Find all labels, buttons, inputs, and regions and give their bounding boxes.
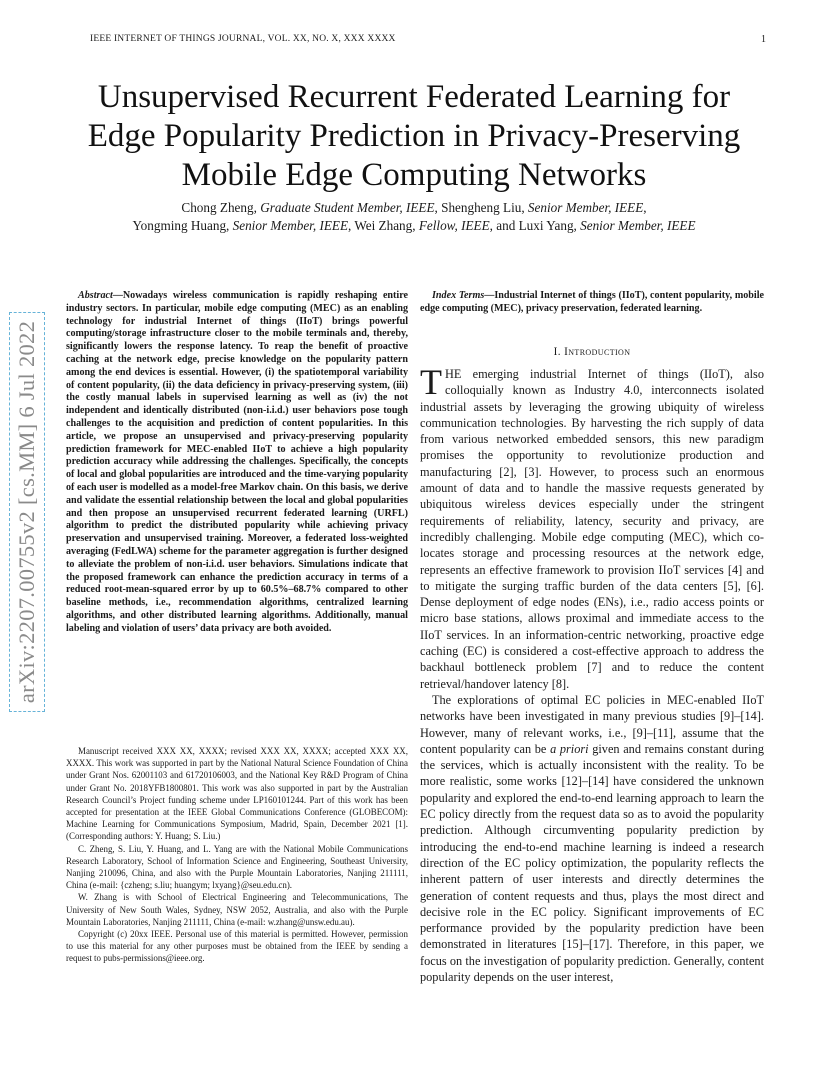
arxiv-stamp (7, 167, 47, 857)
section-heading (420, 346, 764, 358)
author-list: Chong Zheng, Graduate Student Member, IEEE, Shengheng Liu, Senior Member, IEEE, Yongming Huang, Senior Member, IEEE, Wei Zhang, Fellow, IEEE, and Luxi Yang, Senior Member, IEEE (132, 200, 696, 233)
drop-cap: T (420, 362, 442, 402)
paragraph (420, 362, 764, 692)
footnote-copyright: Copyright (c) 20xx IEEE. Personal use of this material is permitted. However, permission to use this material for any other purposes must be obtained from the IEEE by sending a request to pubs-permissions@ieee.org. (66, 929, 408, 964)
author-name: , and Luxi Yang, (489, 218, 581, 233)
italic-phrase: a priori (550, 741, 589, 756)
paragraph-text: given and remains constant during the services, which is actually inconsistent with the reality. To be more realistic, some works [12]–[14] have considered the unknown popularity and explored the end-to-end learning approach to learn the EC policy directly from the request data so as to avoid the popularity prediction. Although circumventing popularity prediction by introducing the end-to-end machine learning is indeed a research direction of the EC policy optimization, the popularity reflects the inherent pattern of user interests and directly determines the generation of content requests and thus, plays the most direct and decisive role in the EC policy. Significant improvements of EC performance provided by the popularity prediction have been demonstrated in literatures [15]–[17]. Therefore, in this paper, we focus on the investigation of popularity prediction. Generally, content popularity depends on the user interest, (420, 741, 764, 984)
abstract (66, 290, 408, 636)
paragraph (420, 692, 764, 985)
footnote-manuscript: Manuscript received XXX XX, XXXX; revised XXX XX, XXXX; accepted XXX XX, XXXX. This work was supported in part by the National Natural Science Foundation of China under Grant Nos. 62001103 and 61720106003, and the National Key R&D Program of China under Grant No. 2018YFB1800801. This work was also supported in part by the Australian Research Council’s Project funding scheme under LP160101244. Part of this work has been accepted for presentation at the IEEE Global Communications Conference (GLOBECOM): Machine Learning for Communications Symposium, Madrid, Spain, December 2021 [1]. (Corresponding authors: Y. Huang; S. Liu.) (66, 746, 408, 842)
section-title: Introduction (564, 346, 631, 358)
author-role: Fellow, IEEE (418, 218, 490, 233)
running-header: IEEE INTERNET OF THINGS JOURNAL, VOL. XX, NO. X, XXX XXXX (90, 34, 396, 44)
author-role: Senior Member, IEEE (580, 218, 696, 233)
abstract-text: —Nowadays wireless communication is rapidly reshaping entire industry sectors. In particular, mobile edge computing (MEC) as an enabling technology for industrial Internet of things (IIoT) brings powerful computing/storage infrastructure closer to the mobile terminals and, thereby, significantly lowers the response latency. To reap the benefit of proactive caching at the network edge, precise knowledge on the popularity pattern among the end devices is essential. However, (i) the spatiotemporal variability of content popularity, (ii) the data deficiency in privacy-preserving system, (iii) the costly manual labels in supervised learning as well as (iv) the not independent and identically distributed (non-i.i.d.) user behaviors pose tough challenges to the acquisition and prediction of content popularities. In this article, we propose an unsupervised and privacy-preserving popularity prediction framework for MEC-enabled IIoT to achieve a high popularity prediction accuracy while addressing the challenges. Specifically, the concepts of local and global popularities are introduced and the time-varying popularity of each user is modelled as a model-free Markov chain. On this basis, we derive and validate the essential relationship between the local and global popularities and then propose an unsupervised recurrent federated learning (URFL) algorithm to predict the distributed popularity while achieving privacy preservation and unsupervised training. Moreover, a federated loss-weighted averaging (FedLWA) scheme for the parameter aggregation is further designed to alleviate the problem of non-i.i.d. user behaviors. Simulations indicate that the proposed framework can enhance the prediction accuracy in terms of a reduced root-mean-squared error by up to 60.5%–68.7% compared to other baseline methods, i.e., recommendation algorithms, centralized learning algorithms, and other distributed learning algorithms. Additionally, manual labeling and violation of users’ data privacy are both avoided. (66, 290, 408, 634)
author-name: , Shengheng Liu, (434, 200, 528, 215)
abstract-label: Abstract (78, 290, 113, 301)
paragraph-text: The explorations of optimal EC policies in MEC-enabled IIoT networks have been investigated in many previous studies [9]–[14]. However, many of relevant works, i.e., [9]–[11], assume that the content popularity can be (420, 692, 764, 756)
author-role: Graduate Student Member, IEEE (260, 200, 435, 215)
author-name: , Wei Zhang, (348, 218, 419, 233)
author-role: Senior Member, IEEE (527, 200, 644, 215)
paper-title: Unsupervised Recurrent Federated Learning for Edge Popularity Prediction in Privacy-Preserving Mobile Edge Computing Networks (87, 79, 741, 193)
author-name: Yongming Huang, (132, 218, 233, 233)
paragraph-text: emerging industrial Internet of things (IIoT), also colloquially known as Industry 4.0, interconnects isolated industrial assets by leveraging the growing ubiquity of wireless communication technologies. By harvesting the rich supply of data from various networked embedded sensors, this new paradigm promises the opportunity to revolutionize production and manufacturing [2], [3]. However, to process such an enormous amount of data and to handle the massive requests generated by ubiquitous wireless devices especially under the stringent requirements of reliability, latency, security and privacy, are incredibly challenging. Mobile edge computing (MEC), which co-locates storage and processing resources at the network edge, represents an effective framework to provision IIoT services [4] and to mitigate the surging traffic burden of the data centers [5], [6]. Dense deployment of edge nodes (ENs), i.e., radio access points or micro base stations, allows proximal and immediate access to the IIoT services. In an information-centric networking, proactive edge caching (EC) is considered a cost-effective approach to address the backhaul bottleneck problem [7] and to reduce the content retrieval/handover latency [8]. (420, 367, 764, 691)
index-terms (420, 290, 764, 316)
index-terms-label: Index Terms (432, 290, 485, 301)
footnote-affiliation: W. Zhang is with School of Electrical Engineering and Telecommunications, The University of New South Wales, Sydney, NSW 2052, Australia, and also with the Purple Mountain Laboratories, Nanjing 211111, China (e-mail: w.zhang@unsw.edu.au). (66, 892, 408, 927)
author-role: Senior Member, IEEE (232, 218, 348, 233)
footnotes (66, 745, 408, 965)
section-number: I. (553, 346, 561, 358)
arxiv-identifier[interactable]: arXiv:2207.00755v2 [cs.MM] 6 Jul 2022 (9, 312, 45, 712)
section-body (420, 362, 764, 985)
author-name: Chong Zheng, (181, 200, 261, 215)
lead-word: HE (445, 367, 462, 381)
index-terms-text: —Industrial Internet of things (IIoT), content popularity, mobile edge computing (MEC), privacy preservation, federated learning. (420, 290, 764, 314)
footnote-affiliation: C. Zheng, S. Liu, Y. Huang, and L. Yang are with the National Mobile Communications Research Laboratory, School of Information Science and Engineering, Southeast University, Nanjing 210096, China, and also with the Purple Mountain Laboratories, Nanjing 211111, China (e-mail: {czheng; s.liu; huangym; lxyang}@seu.edu.cn). (66, 843, 408, 891)
page-number: 1 (761, 34, 766, 45)
